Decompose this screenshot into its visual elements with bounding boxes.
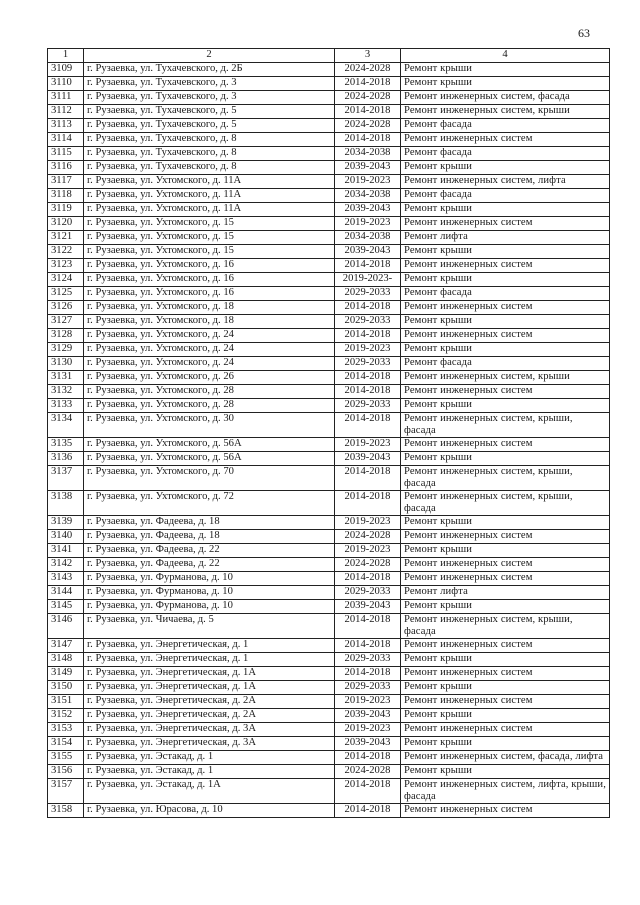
- work-type-cell: Ремонт инженерных систем, фасада, лифта: [401, 751, 610, 765]
- address-cell: г. Рузаевка, ул. Фадеева, д. 22: [84, 544, 335, 558]
- table-row: [48, 161, 610, 175]
- period-cell: 2014-2018: [335, 133, 401, 147]
- period-cell: 2014-2018: [335, 639, 401, 653]
- table-row: [48, 452, 610, 466]
- table-row: [48, 600, 610, 614]
- table-row: [48, 737, 610, 751]
- table-row: [48, 259, 610, 273]
- table-row: [48, 147, 610, 161]
- row-number-cell: 3127: [48, 315, 84, 329]
- row-number-cell: 3139: [48, 516, 84, 530]
- work-type-cell: Ремонт крыши: [401, 273, 610, 287]
- table-row: [48, 413, 610, 438]
- period-cell: 2029-2033: [335, 681, 401, 695]
- work-type-cell: Ремонт крыши: [401, 452, 610, 466]
- address-cell: г. Рузаевка, ул. Тухачевского, д. 8: [84, 161, 335, 175]
- table-row: [48, 231, 610, 245]
- table-row: [48, 105, 610, 119]
- work-type-cell: Ремонт инженерных систем, крыши, фасада: [401, 466, 610, 491]
- address-cell: г. Рузаевка, ул. Тухачевского, д. 5: [84, 119, 335, 133]
- table-row: [48, 399, 610, 413]
- row-number-cell: 3116: [48, 161, 84, 175]
- table-row: [48, 63, 610, 77]
- table-row: [48, 667, 610, 681]
- row-number-cell: 3130: [48, 357, 84, 371]
- table-row: [48, 77, 610, 91]
- row-number-cell: 3138: [48, 491, 84, 516]
- address-cell: г. Рузаевка, ул. Тухачевского, д. 8: [84, 133, 335, 147]
- work-type-cell: Ремонт фасада: [401, 147, 610, 161]
- table-row: [48, 614, 610, 639]
- work-type-cell: Ремонт крыши: [401, 399, 610, 413]
- period-cell: 2024-2028: [335, 63, 401, 77]
- row-number-cell: 3158: [48, 804, 84, 818]
- page-number: 63: [578, 26, 590, 40]
- address-cell: г. Рузаевка, ул. Энергетическая, д. 1: [84, 653, 335, 667]
- period-cell: 2019-2023: [335, 438, 401, 452]
- address-cell: г. Рузаевка, ул. Эстакад, д. 1: [84, 751, 335, 765]
- period-cell: 2014-2018: [335, 105, 401, 119]
- row-number-cell: 3151: [48, 695, 84, 709]
- work-type-cell: Ремонт инженерных систем: [401, 329, 610, 343]
- period-cell: 2029-2033: [335, 586, 401, 600]
- address-cell: г. Рузаевка, ул. Энергетическая, д. 1: [84, 639, 335, 653]
- period-cell: 2019-2023: [335, 516, 401, 530]
- work-type-cell: Ремонт инженерных систем: [401, 667, 610, 681]
- work-type-cell: Ремонт фасада: [401, 357, 610, 371]
- row-number-cell: 3136: [48, 452, 84, 466]
- period-cell: 2024-2028: [335, 530, 401, 544]
- address-cell: г. Рузаевка, ул. Ухтомского, д. 16: [84, 273, 335, 287]
- table-row: [48, 343, 610, 357]
- period-cell: 2039-2043: [335, 709, 401, 723]
- work-type-cell: Ремонт инженерных систем, крыши, фасада: [401, 413, 610, 438]
- work-type-cell: Ремонт инженерных систем, крыши, фасада: [401, 491, 610, 516]
- period-cell: 2024-2028: [335, 765, 401, 779]
- row-number-cell: 3111: [48, 91, 84, 105]
- work-type-cell: Ремонт фасада: [401, 119, 610, 133]
- address-cell: г. Рузаевка, ул. Тухачевского, д. 2Б: [84, 63, 335, 77]
- work-type-cell: Ремонт крыши: [401, 63, 610, 77]
- work-type-cell: Ремонт инженерных систем: [401, 558, 610, 572]
- work-type-cell: Ремонт инженерных систем: [401, 639, 610, 653]
- row-number-cell: 3113: [48, 119, 84, 133]
- address-cell: г. Рузаевка, ул. Эстакад, д. 1: [84, 765, 335, 779]
- period-cell: 2034-2038: [335, 231, 401, 245]
- table-row: [48, 709, 610, 723]
- period-cell: 2014-2018: [335, 329, 401, 343]
- period-cell: 2014-2018: [335, 804, 401, 818]
- table-row: [48, 329, 610, 343]
- row-number-cell: 3150: [48, 681, 84, 695]
- address-cell: г. Рузаевка, ул. Ухтомского, д. 24: [84, 343, 335, 357]
- address-cell: г. Рузаевка, ул. Ухтомского, д. 11А: [84, 203, 335, 217]
- row-number-cell: 3147: [48, 639, 84, 653]
- table-row: [48, 203, 610, 217]
- row-number-cell: 3152: [48, 709, 84, 723]
- address-cell: г. Рузаевка, ул. Ухтомского, д. 18: [84, 301, 335, 315]
- table-row: [48, 516, 610, 530]
- period-cell: 2029-2033: [335, 653, 401, 667]
- table-row: [48, 301, 610, 315]
- address-cell: г. Рузаевка, ул. Энергетическая, д. 3А: [84, 737, 335, 751]
- address-cell: г. Рузаевка, ул. Эстакад, д. 1А: [84, 779, 335, 804]
- work-type-cell: Ремонт крыши: [401, 737, 610, 751]
- row-number-cell: 3153: [48, 723, 84, 737]
- table-row: [48, 133, 610, 147]
- work-type-cell: Ремонт крыши: [401, 653, 610, 667]
- period-cell: 2039-2043: [335, 245, 401, 259]
- work-type-cell: Ремонт инженерных систем: [401, 723, 610, 737]
- row-number-cell: 3122: [48, 245, 84, 259]
- period-cell: 2019-2023: [335, 544, 401, 558]
- period-cell: 2014-2018: [335, 413, 401, 438]
- period-cell: 2039-2043: [335, 737, 401, 751]
- work-type-cell: Ремонт инженерных систем: [401, 301, 610, 315]
- table-row: [48, 119, 610, 133]
- address-cell: г. Рузаевка, ул. Ухтомского, д. 15: [84, 217, 335, 231]
- row-number-cell: 3128: [48, 329, 84, 343]
- table-row: [48, 371, 610, 385]
- header-cell-address: 2: [84, 49, 335, 63]
- work-type-cell: Ремонт крыши: [401, 161, 610, 175]
- work-type-cell: Ремонт инженерных систем: [401, 133, 610, 147]
- work-type-cell: Ремонт инженерных систем: [401, 385, 610, 399]
- period-cell: 2029-2033: [335, 315, 401, 329]
- work-type-cell: Ремонт инженерных систем: [401, 217, 610, 231]
- address-cell: г. Рузаевка, ул. Ухтомского, д. 18: [84, 315, 335, 329]
- address-cell: г. Рузаевка, ул. Ухтомского, д. 11А: [84, 175, 335, 189]
- work-type-cell: Ремонт инженерных систем, крыши: [401, 371, 610, 385]
- table-row: [48, 385, 610, 399]
- work-type-cell: Ремонт инженерных систем: [401, 572, 610, 586]
- row-number-cell: 3137: [48, 466, 84, 491]
- table-row: [48, 217, 610, 231]
- period-cell: 2014-2018: [335, 667, 401, 681]
- address-cell: г. Рузаевка, ул. Фурманова, д. 10: [84, 586, 335, 600]
- row-number-cell: 3132: [48, 385, 84, 399]
- period-cell: 2024-2028: [335, 558, 401, 572]
- period-cell: 2019-2023: [335, 723, 401, 737]
- address-cell: г. Рузаевка, ул. Фадеева, д. 22: [84, 558, 335, 572]
- address-cell: г. Рузаевка, ул. Энергетическая, д. 2А: [84, 695, 335, 709]
- period-cell: 2014-2018: [335, 385, 401, 399]
- period-cell: 2039-2043: [335, 161, 401, 175]
- work-type-cell: Ремонт инженерных систем: [401, 438, 610, 452]
- table-row: [48, 681, 610, 695]
- table-row: [48, 653, 610, 667]
- table-row: [48, 804, 610, 818]
- period-cell: 2024-2028: [335, 119, 401, 133]
- table-row: [48, 544, 610, 558]
- period-cell: 2019-2023: [335, 695, 401, 709]
- period-cell: 2039-2043: [335, 452, 401, 466]
- work-type-cell: Ремонт инженерных систем, фасада: [401, 91, 610, 105]
- table-body: [48, 63, 610, 818]
- table-row: [48, 779, 610, 804]
- address-cell: г. Рузаевка, ул. Юрасова, д. 10: [84, 804, 335, 818]
- address-cell: г. Рузаевка, ул. Тухачевского, д. 8: [84, 147, 335, 161]
- work-type-cell: Ремонт крыши: [401, 77, 610, 91]
- row-number-cell: 3126: [48, 301, 84, 315]
- row-number-cell: 3123: [48, 259, 84, 273]
- table-row: [48, 189, 610, 203]
- table-row: [48, 357, 610, 371]
- table-row: [48, 245, 610, 259]
- row-number-cell: 3141: [48, 544, 84, 558]
- table-row: [48, 558, 610, 572]
- row-number-cell: 3157: [48, 779, 84, 804]
- address-cell: г. Рузаевка, ул. Энергетическая, д. 2А: [84, 709, 335, 723]
- row-number-cell: 3148: [48, 653, 84, 667]
- address-cell: г. Рузаевка, ул. Энергетическая, д. 1А: [84, 681, 335, 695]
- table-row: [48, 491, 610, 516]
- table-row: [48, 765, 610, 779]
- row-number-cell: 3146: [48, 614, 84, 639]
- row-number-cell: 3155: [48, 751, 84, 765]
- table-row: [48, 287, 610, 301]
- address-cell: г. Рузаевка, ул. Ухтомского, д. 28: [84, 385, 335, 399]
- row-number-cell: 3143: [48, 572, 84, 586]
- row-number-cell: 3140: [48, 530, 84, 544]
- table-row: [48, 466, 610, 491]
- table-row: [48, 315, 610, 329]
- row-number-cell: 3142: [48, 558, 84, 572]
- address-cell: г. Рузаевка, ул. Ухтомского, д. 56А: [84, 438, 335, 452]
- row-number-cell: 3120: [48, 217, 84, 231]
- address-cell: г. Рузаевка, ул. Ухтомского, д. 30: [84, 413, 335, 438]
- work-type-cell: Ремонт крыши: [401, 245, 610, 259]
- address-cell: г. Рузаевка, ул. Ухтомского, д. 70: [84, 466, 335, 491]
- period-cell: 2014-2018: [335, 301, 401, 315]
- period-cell: 2014-2018: [335, 259, 401, 273]
- period-cell: 2024-2028: [335, 91, 401, 105]
- period-cell: 2019-2023: [335, 175, 401, 189]
- work-type-cell: Ремонт инженерных систем, крыши: [401, 105, 610, 119]
- address-cell: г. Рузаевка, ул. Ухтомского, д. 11А: [84, 189, 335, 203]
- row-number-cell: 3109: [48, 63, 84, 77]
- period-cell: 2034-2038: [335, 147, 401, 161]
- address-cell: г. Рузаевка, ул. Фурманова, д. 10: [84, 572, 335, 586]
- work-type-cell: Ремонт крыши: [401, 343, 610, 357]
- row-number-cell: 3129: [48, 343, 84, 357]
- address-cell: г. Рузаевка, ул. Фадеева, д. 18: [84, 516, 335, 530]
- row-number-cell: 3114: [48, 133, 84, 147]
- address-cell: г. Рузаевка, ул. Тухачевского, д. 3: [84, 91, 335, 105]
- row-number-cell: 3125: [48, 287, 84, 301]
- work-type-cell: Ремонт фасада: [401, 189, 610, 203]
- work-type-cell: Ремонт инженерных систем, лифта, крыши, фасада: [401, 779, 610, 804]
- period-cell: 2019-2023-: [335, 273, 401, 287]
- period-cell: 2029-2033: [335, 399, 401, 413]
- work-type-cell: Ремонт инженерных систем: [401, 530, 610, 544]
- address-cell: г. Рузаевка, ул. Фурманова, д. 10: [84, 600, 335, 614]
- period-cell: 2014-2018: [335, 572, 401, 586]
- work-type-cell: Ремонт лифта: [401, 586, 610, 600]
- work-type-cell: Ремонт крыши: [401, 544, 610, 558]
- period-cell: 2014-2018: [335, 466, 401, 491]
- period-cell: 2029-2033: [335, 287, 401, 301]
- row-number-cell: 3118: [48, 189, 84, 203]
- table-row: [48, 695, 610, 709]
- row-number-cell: 3110: [48, 77, 84, 91]
- row-number-cell: 3115: [48, 147, 84, 161]
- period-cell: 2019-2023: [335, 217, 401, 231]
- work-type-cell: Ремонт инженерных систем, крыши, фасада: [401, 614, 610, 639]
- address-cell: г. Рузаевка, ул. Ухтомского, д. 16: [84, 287, 335, 301]
- period-cell: 2014-2018: [335, 614, 401, 639]
- row-number-cell: 3131: [48, 371, 84, 385]
- period-cell: 2014-2018: [335, 77, 401, 91]
- header-cell-work: 4: [401, 49, 610, 63]
- period-cell: 2014-2018: [335, 371, 401, 385]
- period-cell: 2014-2018: [335, 491, 401, 516]
- work-type-cell: Ремонт инженерных систем: [401, 259, 610, 273]
- header-cell-period: 3: [335, 49, 401, 63]
- address-cell: г. Рузаевка, ул. Тухачевского, д. 3: [84, 77, 335, 91]
- row-number-cell: 3144: [48, 586, 84, 600]
- header-row: [48, 49, 610, 63]
- work-type-cell: Ремонт инженерных систем: [401, 804, 610, 818]
- address-cell: г. Рузаевка, ул. Фадеева, д. 18: [84, 530, 335, 544]
- address-cell: г. Рузаевка, ул. Ухтомского, д. 24: [84, 357, 335, 371]
- row-number-cell: 3117: [48, 175, 84, 189]
- row-number-cell: 3149: [48, 667, 84, 681]
- table-row: [48, 175, 610, 189]
- work-type-cell: Ремонт крыши: [401, 203, 610, 217]
- work-type-cell: Ремонт крыши: [401, 681, 610, 695]
- row-number-cell: 3124: [48, 273, 84, 287]
- address-cell: г. Рузаевка, ул. Ухтомского, д. 56А: [84, 452, 335, 466]
- row-number-cell: 3145: [48, 600, 84, 614]
- row-number-cell: 3119: [48, 203, 84, 217]
- address-cell: г. Рузаевка, ул. Ухтомского, д. 26: [84, 371, 335, 385]
- address-cell: г. Рузаевка, ул. Ухтомского, д. 72: [84, 491, 335, 516]
- table-row: [48, 572, 610, 586]
- table-row: [48, 91, 610, 105]
- row-number-cell: 3133: [48, 399, 84, 413]
- address-cell: г. Рузаевка, ул. Ухтомского, д. 28: [84, 399, 335, 413]
- address-cell: г. Рузаевка, ул. Ухтомского, д. 15: [84, 231, 335, 245]
- address-cell: г. Рузаевка, ул. Энергетическая, д. 1А: [84, 667, 335, 681]
- address-cell: г. Рузаевка, ул. Ухтомского, д. 15: [84, 245, 335, 259]
- table-row: [48, 723, 610, 737]
- table-row: [48, 639, 610, 653]
- table-row: [48, 586, 610, 600]
- row-number-cell: 3156: [48, 765, 84, 779]
- table-row: [48, 273, 610, 287]
- row-number-cell: 3112: [48, 105, 84, 119]
- address-cell: г. Рузаевка, ул. Ухтомского, д. 16: [84, 259, 335, 273]
- work-type-cell: Ремонт инженерных систем: [401, 695, 610, 709]
- period-cell: 2019-2023: [335, 343, 401, 357]
- period-cell: 2039-2043: [335, 600, 401, 614]
- address-cell: г. Рузаевка, ул. Ухтомского, д. 24: [84, 329, 335, 343]
- row-number-cell: 3154: [48, 737, 84, 751]
- work-type-cell: Ремонт фасада: [401, 287, 610, 301]
- row-number-cell: 3135: [48, 438, 84, 452]
- period-cell: 2029-2033: [335, 357, 401, 371]
- table-row: [48, 530, 610, 544]
- repair-schedule-table: [47, 48, 610, 818]
- table-row: [48, 751, 610, 765]
- address-cell: г. Рузаевка, ул. Энергетическая, д. 3А: [84, 723, 335, 737]
- header-cell-number: 1: [48, 49, 84, 63]
- period-cell: 2014-2018: [335, 751, 401, 765]
- work-type-cell: Ремонт крыши: [401, 765, 610, 779]
- period-cell: 2014-2018: [335, 779, 401, 804]
- row-number-cell: 3134: [48, 413, 84, 438]
- row-number-cell: 3121: [48, 231, 84, 245]
- work-type-cell: Ремонт лифта: [401, 231, 610, 245]
- period-cell: 2034-2038: [335, 189, 401, 203]
- work-type-cell: Ремонт крыши: [401, 600, 610, 614]
- period-cell: 2039-2043: [335, 203, 401, 217]
- table-row: [48, 438, 610, 452]
- work-type-cell: Ремонт крыши: [401, 516, 610, 530]
- work-type-cell: Ремонт крыши: [401, 315, 610, 329]
- work-type-cell: Ремонт крыши: [401, 709, 610, 723]
- address-cell: г. Рузаевка, ул. Чичаева, д. 5: [84, 614, 335, 639]
- work-type-cell: Ремонт инженерных систем, лифта: [401, 175, 610, 189]
- address-cell: г. Рузаевка, ул. Тухачевского, д. 5: [84, 105, 335, 119]
